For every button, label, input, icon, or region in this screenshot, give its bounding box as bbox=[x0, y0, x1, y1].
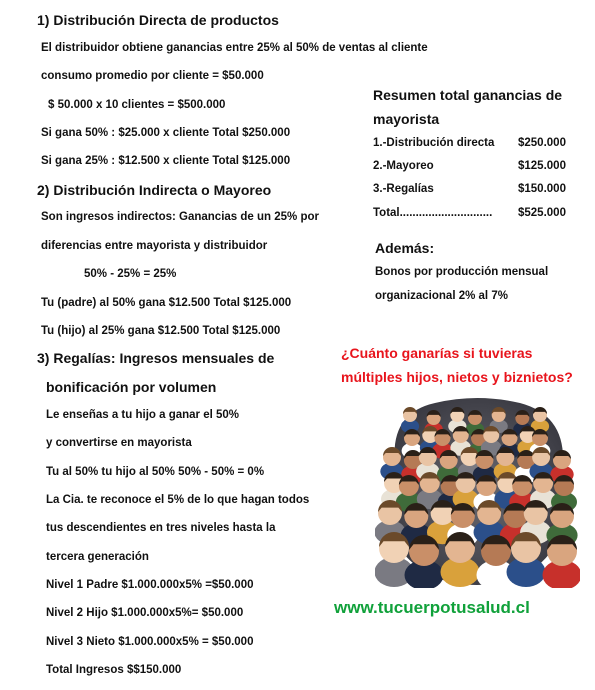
section3-line-6: tercera generación bbox=[46, 551, 149, 563]
section3-heading-1: 3) Regalías: Ingresos mensuales de bbox=[37, 350, 275, 366]
section3-line-1: Le enseñas a tu hijo a ganar el 50% bbox=[46, 409, 240, 421]
section1-heading: 1) Distribución Directa de productos bbox=[37, 12, 279, 28]
summary-row-2-label: 2.-Mayoreo bbox=[373, 160, 434, 172]
section3-line-7: Nivel 1 Padre $1.000.000x5% =$50.000 bbox=[46, 579, 254, 591]
section2-line-5: Tu (hijo) al 25% gana $12.500 Total $125.000 bbox=[41, 325, 281, 337]
section2-line-1: Son ingresos indirectos: Ganancias de un 25% por bbox=[41, 211, 319, 223]
section1-line-3: $ 50.000 x 10 clientes = $500.000 bbox=[48, 99, 226, 111]
ademas-line-2: organizacional 2% al 7% bbox=[375, 290, 508, 302]
section2-heading: 2) Distribución Indirecta o Mayoreo bbox=[37, 182, 272, 198]
section3-heading-2: bonificación por volumen bbox=[46, 379, 217, 395]
website-link[interactable]: www.tucuerpotusalud.cl bbox=[334, 598, 530, 617]
section1-line-4: Si gana 50% : $25.000 x cliente Total $250.000 bbox=[41, 127, 291, 139]
summary-row-3-label: 3.-Regalías bbox=[373, 183, 434, 195]
question-line-1: ¿Cuánto ganarías si tuvieras bbox=[341, 345, 533, 361]
section3-line-3: Tu al 50% tu hijo al 50% 50% - 50% = 0% bbox=[46, 466, 265, 478]
summary-total-value: $525.000 bbox=[518, 207, 566, 219]
summary-row-3-value: $150.000 bbox=[518, 183, 566, 195]
section2-line-4: Tu (padre) al 50% gana $12.500 Total $125.000 bbox=[41, 297, 292, 309]
summary-row-1-label: 1.-Distribución directa bbox=[373, 137, 495, 149]
section3-line-5: tus descendientes en tres niveles hasta la bbox=[46, 522, 276, 534]
section1-line-5: Si gana 25% : $12.500 x cliente Total $125.000 bbox=[41, 155, 291, 167]
summary-title-1: Resumen total ganancias de bbox=[373, 87, 563, 103]
section3-line-2: y convertirse en mayorista bbox=[46, 437, 192, 449]
section1-line-2: consumo promedio por cliente = $50.000 bbox=[41, 70, 264, 82]
crowd-photo bbox=[375, 393, 580, 588]
summary-title-2: mayorista bbox=[373, 111, 440, 127]
summary-total-label: Total............................. bbox=[373, 207, 493, 219]
ademas-heading: Además: bbox=[375, 240, 435, 256]
section3-line-10: Total Ingresos $$150.000 bbox=[46, 664, 182, 676]
section3-line-9: Nivel 3 Nieto $1.000.000x5% = $50.000 bbox=[46, 636, 254, 648]
section2-line-3: 50% - 25% = 25% bbox=[84, 268, 177, 280]
summary-row-1-value: $250.000 bbox=[518, 137, 566, 149]
question-line-2: múltiples hijos, nietos y biznietos? bbox=[341, 369, 573, 385]
summary-row-2-value: $125.000 bbox=[518, 160, 566, 172]
section1-line-1: El distribuidor obtiene ganancias entre 25% al 50% de ventas al cliente bbox=[41, 42, 428, 54]
section3-line-4: La Cia. te reconoce el 5% de lo que hagan todos bbox=[46, 494, 310, 506]
ademas-line-1: Bonos por producción mensual bbox=[375, 266, 549, 278]
section3-line-8: Nivel 2 Hijo $1.000.000x5%= $50.000 bbox=[46, 607, 244, 619]
section2-line-2: diferencias entre mayorista y distribuidor bbox=[41, 240, 268, 252]
